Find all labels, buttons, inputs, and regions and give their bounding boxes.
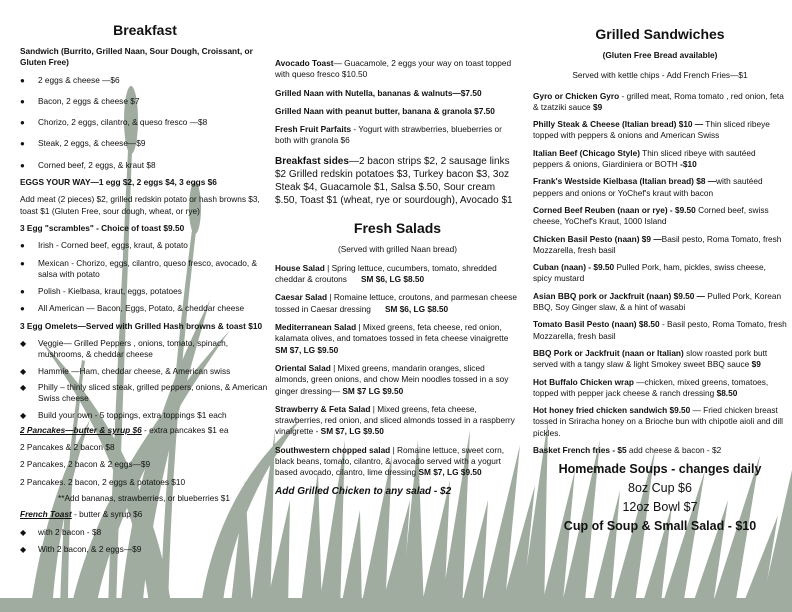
diamond-bullet-icon: ◆: [20, 544, 27, 554]
sandwiches-column: [533, 0, 787, 533]
salad-item: Strawberry & Feta Salad | Mixed greens, feta cheese, strawberries, red onion, and sliced almonds tossed in a raspberry vinaigrette - SM $7, LG $9.50: [275, 403, 515, 437]
pancake-note: **Add bananas, strawberries, or blueberries $1: [58, 493, 231, 504]
menu-item: Grilled Naan with peanut butter, banana & granola $7.50: [275, 105, 495, 116]
sandwich-item: BBQ Pork or Jackfruit (naan or Italian) slow roasted pork butt served with a tangy slaw & light Smokey sweet BBQ sauce $9: [533, 347, 768, 370]
list-item: ● Mexican - Chorizo, eggs, cilantro, queso fresco, avocado, & salsa with potato: [20, 257, 258, 279]
list-item: ● Polish - Kielbasa, kraut, eggs, potatoes: [20, 286, 182, 297]
sandwich-item: Italian Beef (Chicago Style) Thin sliced ribeye with sautéed peppers & onions, Giardiniera or BOTH -$10: [533, 147, 756, 170]
list-item: ● Bacon, 2 eggs & cheese $7: [20, 95, 140, 106]
french-toast-list: [20, 527, 270, 556]
sandwiches-title: Grilled Sandwiches: [595, 26, 725, 42]
pancakes-line: 2 Pancakes—butter & syrup $6 - extra pancakes $1 ea: [20, 424, 229, 435]
diamond-bullet-icon: ◆: [20, 382, 27, 392]
list-item: ● 2 eggs & cheese —$6: [20, 74, 120, 85]
list-item: ◆ Hammie —Ham, cheddar cheese, & American swiss: [20, 365, 231, 376]
diamond-bullet-icon: ◆: [20, 410, 27, 420]
sandwich-item: Frank's Westside Kielbasa (Italian bread) $8 —with sautéed peppers and onions or YoChef's kraut with bacon: [533, 176, 763, 198]
breakfast-column: [20, 0, 270, 555]
bullet-icon: ●: [20, 258, 25, 268]
salad-item: Southwestern chopped salad | Romaine lettuce, sweet corn, black beans, tomato, cilantro, & avocado served with a yogurt based avocado, cilantro, lime dressing SM $7, LG $9.50: [275, 444, 505, 478]
list-item: ◆ Build your own - 5 toppings, extra toppings $1 each: [20, 409, 227, 420]
bullet-icon: ●: [20, 75, 25, 85]
diamond-bullet-icon: ◆: [20, 339, 27, 349]
soup-bowl-price: 12oz Bowl $7: [622, 500, 698, 515]
middle-column: [275, 0, 520, 497]
scrambles-list: [20, 240, 270, 314]
salad-item: House Salad | Spring lettuce, cucumbers, tomato, shredded cheddar & croutons SM $6, LG $8.50: [275, 262, 497, 285]
list-item: ◆ Philly – thinly sliced steak, grilled peppers, onions, & American Swiss cheese: [20, 381, 268, 404]
french-toast-line: French Toast - butter & syrup $6: [20, 509, 143, 520]
salad-item: Caesar Salad | Romaine lettuce, croutons, and parmesan cheese tossed in Caesar dressing SM $6, LG $8.50: [275, 292, 517, 314]
sandwich-item: Chicken Basil Pesto (naan) $9 —Basil pesto, Roma Tomato, fresh Mozzarella, fresh basil: [533, 233, 782, 255]
bullet-icon: ●: [20, 96, 25, 106]
diamond-bullet-icon: ◆: [20, 527, 27, 537]
sandwich-list: [20, 75, 270, 171]
bullet-icon: ●: [20, 139, 25, 149]
bullet-icon: ●: [20, 304, 25, 314]
menu-item: Grilled Naan with Nutella, bananas & walnuts—$7.50: [275, 87, 482, 98]
add-chicken-note: Add Grilled Chicken to any salad - $2: [275, 485, 452, 497]
pancake-option: 2 Pancakes, 2 bacon & 2 eggs—$9: [20, 459, 151, 470]
sandwich-item: Basket French fries - $5 add cheese & bacon - $2: [533, 445, 722, 456]
gluten-free-note: (Gluten Free Bread available): [602, 50, 718, 60]
breakfast-title: Breakfast: [113, 22, 177, 38]
served-with-note: Served with kettle chips - Add French Fries—$1: [572, 70, 748, 81]
list-item: ● Chorizo, 2 eggs, cilantro, & queso fresco —$8: [20, 117, 208, 128]
soup-salad-combo: Cup of Soup & Small Salad - $10: [563, 519, 757, 534]
list-item: ● Steak, 2 eggs, & cheese—$9: [20, 138, 146, 149]
omelets-heading: 3 Egg Omelets—Served with Grilled Hash browns & toast $10: [20, 320, 263, 331]
diamond-bullet-icon: ◆: [20, 366, 27, 376]
list-item: ◆ with 2 bacon - $8: [20, 526, 102, 537]
list-item: ● Irish - Corned beef, eggs, kraut, & potato: [20, 240, 188, 251]
add-meat: Add meat (2 pieces) $2, grilled redskin potato or hash browns $3, toast $1 (Gluten Free, sour dough, wheat, or rye): [20, 194, 260, 216]
sandwich-item: Hot Buffalo Chicken wrap —chicken, mixed greens, tomatoes, topped with pepper jack cheese & ranch dressing $8.50: [533, 376, 769, 398]
bullet-icon: ●: [20, 241, 25, 251]
sandwich-heading: Sandwich (Burrito, Grilled Naan, Sour Dough, Croissant, or Gluten Free): [20, 46, 253, 68]
sandwich-item: Corned Beef Reuben (naan or rye) - $9.50 Corned beef, swiss cheese, YoChef's Kraut, 1000 Island: [533, 204, 769, 227]
menu-item: Avocado Toast— Guacamole, 2 eggs your way on toast topped with queso fresco $10.50: [275, 58, 512, 80]
salad-item: Mediterranean Salad | Mixed greens, feta cheese, red onion, kalamata olives, and tomatoes tossed in feta cheese vinaigrette SM $7, LG $9.50: [275, 322, 509, 355]
sandwich-item: Asian BBQ pork or Jackfruit (naan) $9.50 — Pulled Pork, Korean BBQ, Soy Ginger slaw, & a hint of wasabi: [533, 290, 782, 313]
sandwich-item: Philly Steak & Cheese (Italian bread) $10 — Thin sliced ribeye topped with peppers & onions and American Swiss: [533, 119, 770, 141]
breakfast-sides: Breakfast sides—2 bacon strips $2, 2 sausage links $2 Grilled redskin potatoes $3, Turkey bacon $3, 3oz Steak $4, Guacamole $1, Salsa $.50, Sour cream $.50, Toast $1 (wheat, rye or sourdough), Avocado $1: [275, 155, 513, 207]
list-item: ◆ Veggie— Grilled Peppers , onions, tomato, spinach, mushrooms, & cheddar cheese: [20, 338, 229, 360]
list-item: ● Corned beef, 2 eggs, & kraut $8: [20, 159, 156, 170]
omelets-list: [20, 338, 270, 421]
menu-item: Fresh Fruit Parfaits - Yogurt with strawberries, blueberries or both with granola $6: [275, 124, 502, 146]
french-toast-heading: French Toast: [20, 509, 72, 520]
bullet-icon: ●: [20, 160, 25, 170]
sandwich-item: Hot honey fried chicken sandwich $9.50 — Fried chicken breast tossed in Sriracha honey on a Brioche bun with chipotle aioli and dill pickles.: [533, 405, 783, 438]
sandwich-item: Gyro or Chicken Gyro - grilled meat, Roma tomato , red onion, feta & tzatziki sauce $9: [533, 90, 784, 112]
pancake-option: 2 Pancakes & 2 bacon $8: [20, 442, 115, 453]
list-item: ◆ With 2 bacon, & 2 eggs—$9: [20, 543, 142, 554]
eggs-your-way: EGGS YOUR WAY—1 egg $2, 2 eggs $4, 3 eggs $6: [20, 177, 217, 188]
sandwich-item: Tomato Basil Pesto (naan) $8.50 - Basil pesto, Roma Tomato, fresh Mozzarella, fresh basil: [533, 319, 787, 341]
pancakes-heading: 2 Pancakes—butter & syrup $6: [20, 424, 142, 435]
soup-cup-price: 8oz Cup $6: [628, 481, 692, 496]
list-item: ● All American — Bacon, Eggs, Potato, & cheddar cheese: [20, 303, 245, 314]
salads-title: Fresh Salads: [353, 219, 442, 236]
scrambles-heading: 3 Egg "scrambles" - Choice of toast $9.50: [20, 222, 185, 233]
bullet-icon: ●: [20, 287, 25, 297]
salads-subtitle: (Served with grilled Naan bread): [338, 243, 457, 254]
sandwich-item: Cuban (naan) - $9.50 Pulled Pork, ham, pickles, swiss cheese, spicy mustard: [533, 262, 766, 284]
soups-heading: Homemade Soups - changes daily: [558, 462, 762, 477]
salad-item: Oriental Salad | Mixed greens, mandarin oranges, sliced almonds, green onions, and chow Mein noodles tossed in a soy ginger dressing— SM $7 LG $9.50: [275, 362, 509, 396]
bullet-icon: ●: [20, 118, 25, 128]
pancake-option: 2 Pancakes. 2 bacon, 2 eggs & potatoes $10: [20, 476, 186, 487]
